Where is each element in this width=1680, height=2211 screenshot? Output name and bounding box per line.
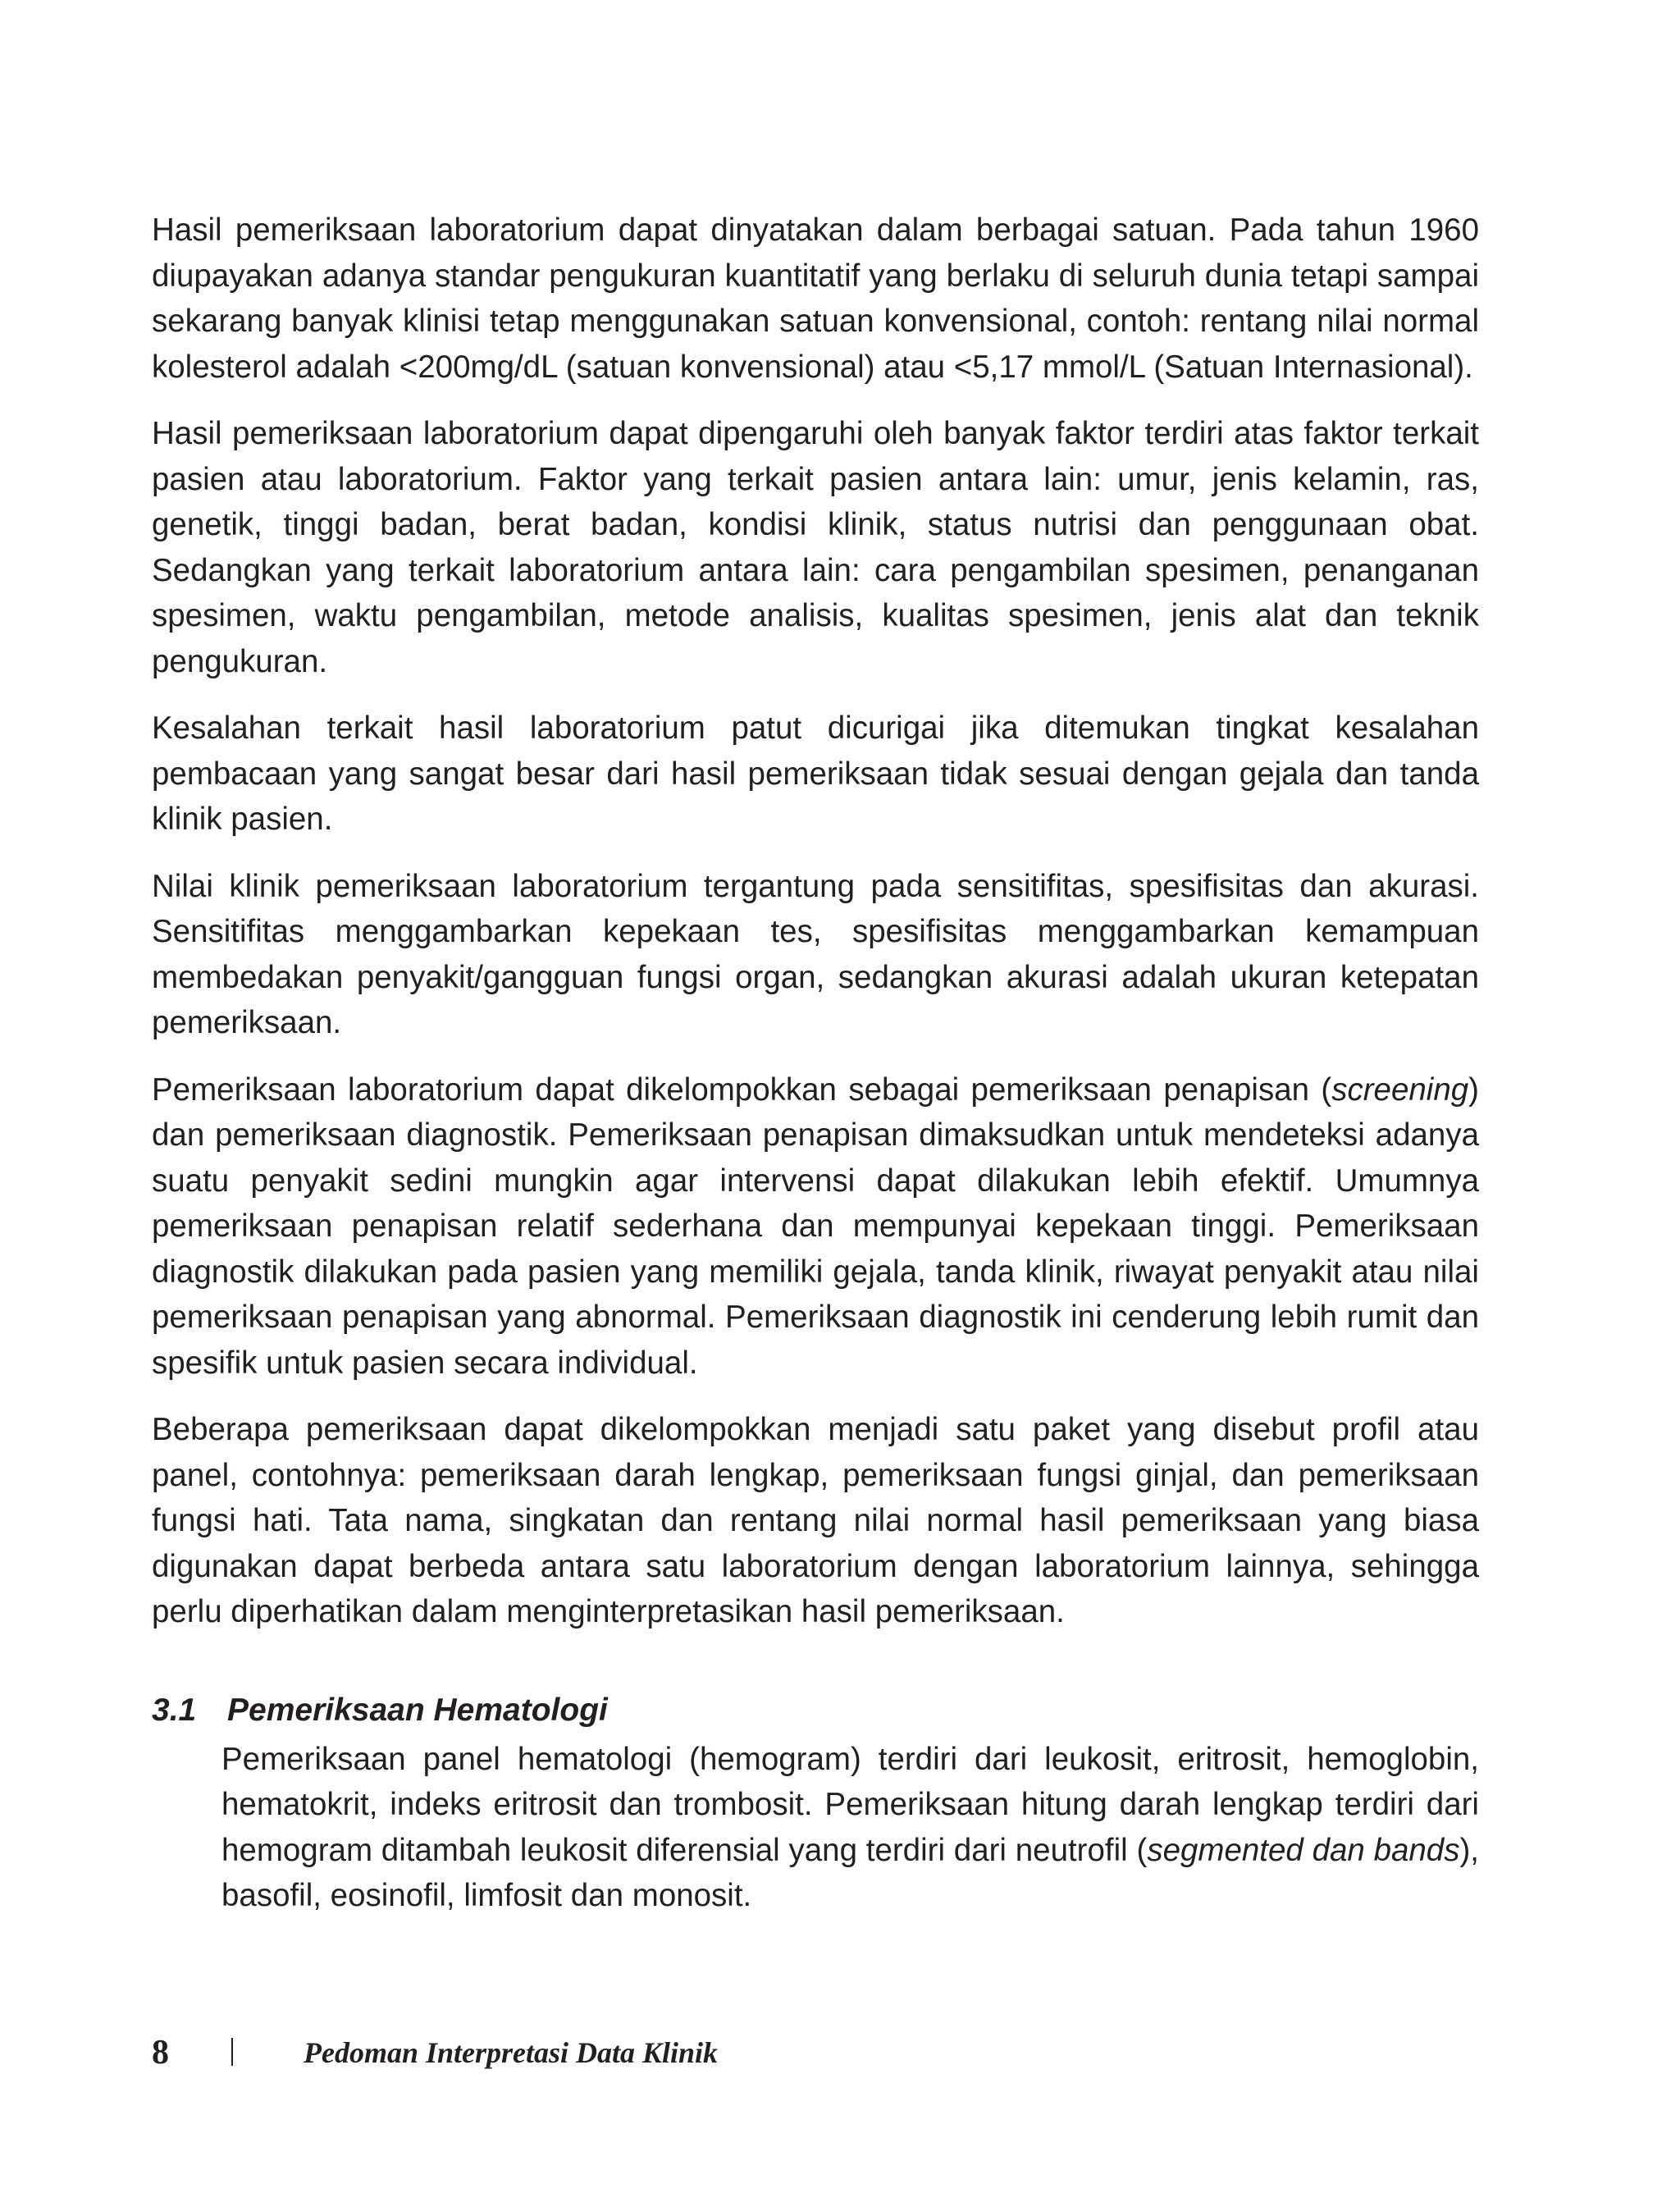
paragraph: Beberapa pemeriksaan dapat dikelompokkan menjadi satu paket yang disebut profil atau panel, contohnya: pemeriksaan darah lengkap, pemeriksaan fungsi ginjal, dan pemeriksaan fungsi hati. Tata nama, singkatan dan rentang nilai normal hasil pemeriksaan yang biasa digunakan dapat berbeda antara satu laboratorium dengan laboratorium lainnya, sehingga perlu diperhatikan dalam menginterpretasikan hasil pemeriksaan. xyxy=(152,1412,1479,1629)
italic-term: screening xyxy=(1331,1071,1469,1108)
section-heading xyxy=(152,1689,1479,1732)
book-title: Pedoman Interpretasi Data Klinik xyxy=(304,2036,719,2069)
footer-separator xyxy=(231,2038,233,2066)
paragraph: Hasil pemeriksaan laboratorium dapat dinyatakan dalam berbagai satuan. Pada tahun 1960 diupayakan adanya standar pengukuran kuantitatif yang berlaku di seluruh dunia tetapi sampai sekarang banyak klinisi tetap menggunakan satuan konvensional, contoh: rentang nilai normal kolesterol adalah <200mg/dL (satuan konvensional) atau <5,17 mmol/L (Satuan Internasional). xyxy=(152,212,1479,385)
italic-term: segmented dan bands xyxy=(1147,1832,1460,1868)
section-title: Pemeriksaan Hematologi xyxy=(227,1692,608,1728)
paragraph: Kesalahan terkait hasil laboratorium patut dicurigai jika ditemukan tingkat kesalahan pembacaan yang sangat besar dari hasil pemeriksaan tidak sesuai dengan gejala dan tanda klinik pasien. xyxy=(152,710,1479,837)
section-number: 3.1 xyxy=(152,1692,197,1728)
section-paragraph: Pemeriksaan panel hematologi (hemogram) terdiri dari leukosit, eritrosit, hemoglobin, hematokrit, indeks eritrosit dan trombosit. Pemeriksaan hitung darah lengkap terdiri dari hemogram ditambah leukosit diferensial yang terdiri dari neutrofil (segmented dan bands), basofil, eosinofil, limfosit dan monosit. xyxy=(221,1741,1479,1913)
page-number: 8 xyxy=(152,2034,169,2072)
paragraph: Pemeriksaan laboratorium dapat dikelompokkan sebagai pemeriksaan penapisan (screening) dan pemeriksaan diagnostik. Pemeriksaan penapisan dimaksudkan untuk mendeteksi adanya suatu penyakit sedini mungkin agar intervensi dapat dilakukan lebih efektif. Umumnya pemeriksaan penapisan relatif sederhana dan mempunyai kepekaan tinggi. Pemeriksaan diagnostik dilakukan pada pasien yang memiliki gejala, tanda klinik, riwayat penyakit atau nilai pemeriksaan penapisan yang abnormal. Pemeriksaan diagnostik ini cenderung lebih rumit dan spesifik untuk pasien secara individual. xyxy=(152,1071,1479,1381)
body-text xyxy=(152,208,1479,1940)
paragraph: Hasil pemeriksaan laboratorium dapat dipengaruhi oleh banyak faktor terdiri atas faktor terkait pasien atau laboratorium. Faktor yang terkait pasien antara lain: umur, jenis kelamin, ras, genetik, tinggi badan, berat badan, kondisi klinik, status nutrisi dan penggunaan obat. Sedangkan yang terkait laboratorium antara lain: cara pengambilan spesimen, penanganan spesimen, waktu pengambilan, metode analisis, kualitas spesimen, jenis alat dan teknik pengukuran. xyxy=(152,416,1479,679)
paragraph: Nilai klinik pemeriksaan laboratorium tergantung pada sensitifitas, spesifisitas dan akurasi. Sensitifitas menggambarkan kepekaan tes, spesifisitas menggambarkan kemampuan membedakan penyakit/gangguan fungsi organ, sedangkan akurasi adalah ukuran ketepatan pemeriksaan. xyxy=(152,868,1479,1040)
